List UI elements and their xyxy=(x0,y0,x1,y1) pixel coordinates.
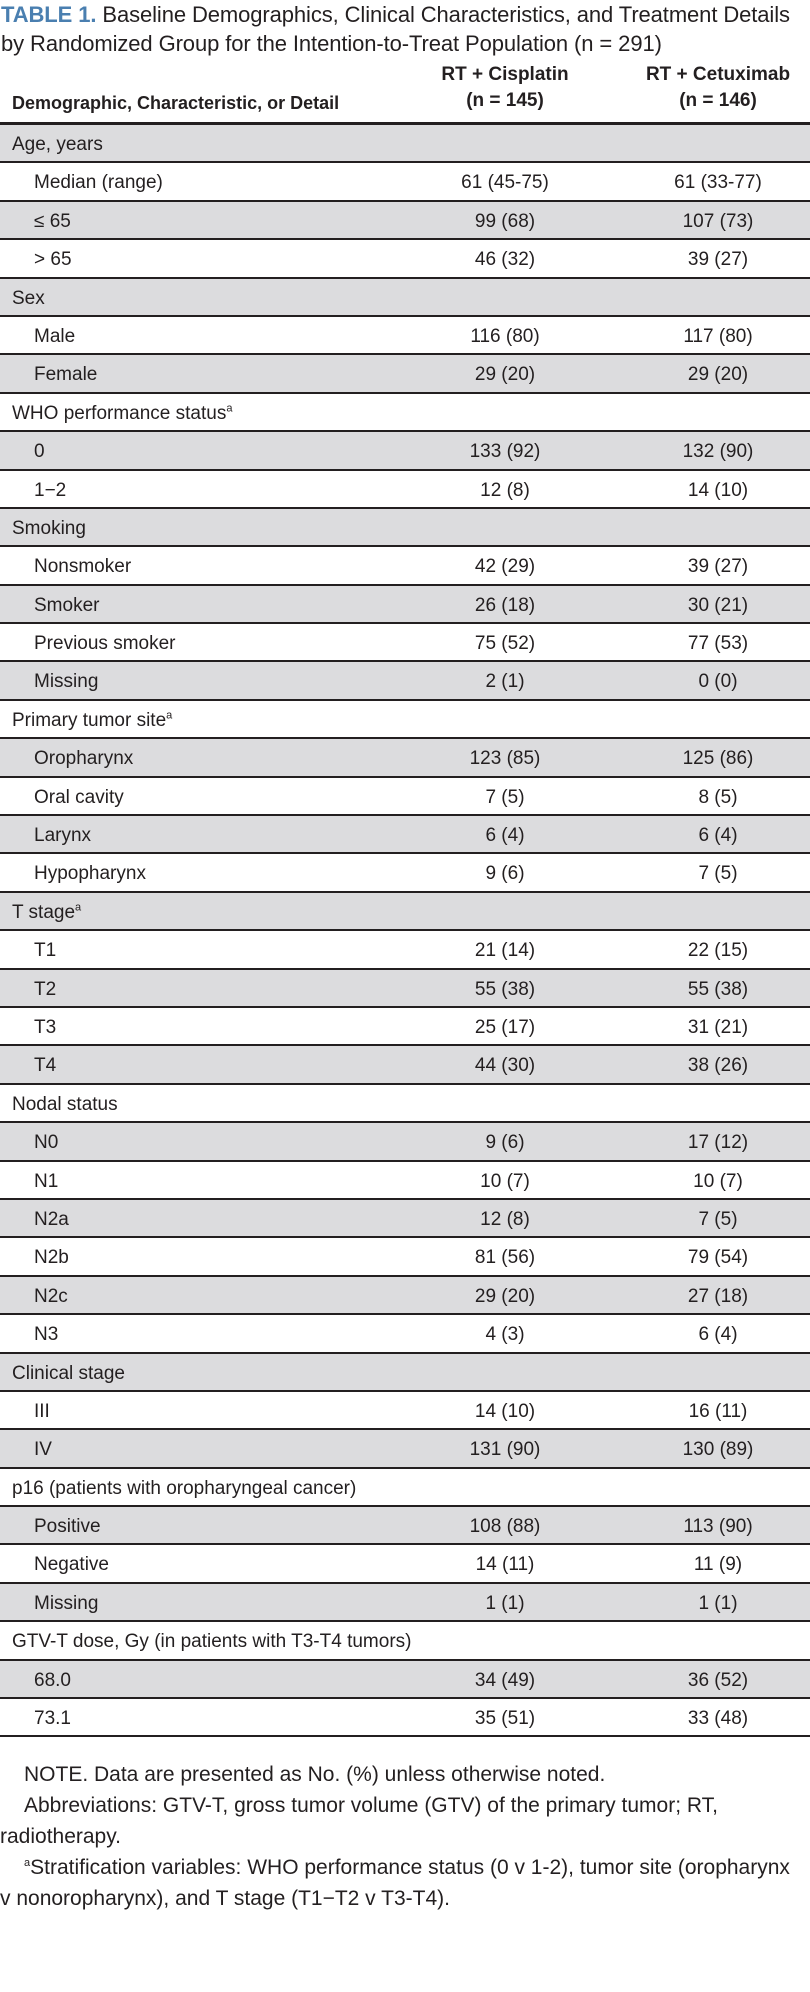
table-row xyxy=(0,1392,810,1430)
cell-cisplatin: 2 (1) xyxy=(485,671,525,693)
cell-cetuximab: 125 (86) xyxy=(682,748,754,770)
cell-cisplatin: 29 (20) xyxy=(474,364,536,386)
row-label: 1−2 xyxy=(34,479,67,501)
cell-cetuximab: 113 (90) xyxy=(683,1516,753,1538)
row-label: 68.0 xyxy=(34,1669,71,1691)
row-label: T1 xyxy=(34,940,57,962)
cell-cetuximab: 6 (4) xyxy=(698,825,738,847)
table-category-row xyxy=(0,394,810,432)
cell-cetuximab: 10 (7) xyxy=(693,1170,743,1192)
cell-cisplatin: 116 (80) xyxy=(470,325,540,347)
table-body xyxy=(0,125,810,1737)
row-label: Hypopharynx xyxy=(34,863,146,885)
cell-cisplatin: 99 (68) xyxy=(474,210,536,232)
table-category-row xyxy=(0,279,810,317)
cell-cisplatin: 26 (18) xyxy=(474,594,536,616)
table-row xyxy=(0,202,810,240)
table-row xyxy=(0,1507,810,1545)
cell-cisplatin: 14 (10) xyxy=(474,1400,536,1422)
cell-cisplatin: 61 (45-75) xyxy=(461,172,549,194)
row-label: 0 xyxy=(34,441,45,463)
cell-cetuximab: 39 (27) xyxy=(687,249,749,271)
table-category-row xyxy=(0,1469,810,1507)
row-label: Oropharynx xyxy=(34,748,134,770)
row-label: Age, years xyxy=(12,134,103,155)
row-label: Smoker xyxy=(34,594,100,616)
table-category-row xyxy=(0,1622,810,1660)
header-col-cetuximab xyxy=(633,62,803,114)
cell-cisplatin: 29 (20) xyxy=(474,1285,536,1307)
table-row xyxy=(0,739,810,777)
row-label: T stage$^a$ xyxy=(12,901,82,923)
row-label: IV xyxy=(34,1439,52,1461)
row-label: Missing xyxy=(34,671,99,693)
table-row xyxy=(0,1200,810,1238)
footnote-note: NOTE. Data are presented as No. (%) unless otherwise noted. xyxy=(24,1763,606,1787)
table-category-row xyxy=(0,893,810,931)
row-label: > 65 xyxy=(34,249,72,271)
header-cetuximab-n: (n = 146) xyxy=(679,90,757,111)
header-col-cisplatin xyxy=(420,62,590,114)
cell-cisplatin: 133 (92) xyxy=(469,441,541,463)
header-cisplatin-n: (n = 145) xyxy=(466,90,544,111)
table-row xyxy=(0,1162,810,1200)
cell-cisplatin: 34 (49) xyxy=(474,1669,536,1691)
table-row xyxy=(0,1545,810,1583)
row-label: Oral cavity xyxy=(34,786,124,808)
table-row xyxy=(0,1661,810,1699)
row-label: Positive xyxy=(34,1516,101,1538)
table-row xyxy=(0,355,810,393)
cell-cisplatin: 75 (52) xyxy=(474,633,536,655)
cell-cisplatin: 42 (29) xyxy=(474,556,536,578)
row-label: Larynx xyxy=(34,825,92,847)
cell-cisplatin: 35 (51) xyxy=(474,1708,536,1730)
table-row xyxy=(0,317,810,355)
row-label: Primary tumor site$^a$ xyxy=(12,709,173,731)
cell-cisplatin: 131 (90) xyxy=(469,1439,541,1461)
row-label: Median (range) xyxy=(34,172,163,194)
row-footnote-marker: a xyxy=(226,402,233,415)
cell-cetuximab: 77 (53) xyxy=(687,633,749,655)
row-label: N0 xyxy=(34,1132,59,1154)
table-row xyxy=(0,1430,810,1468)
row-label: Male xyxy=(34,325,76,347)
row-label: p16 (patients with oropharyngeal cancer) xyxy=(12,1477,357,1499)
row-label: 73.1 xyxy=(34,1708,71,1730)
row-label: WHO performance status$^a$ xyxy=(12,402,233,424)
cell-cetuximab: 11 (9) xyxy=(693,1554,743,1576)
cell-cetuximab: 0 (0) xyxy=(698,671,738,693)
table-row xyxy=(0,970,810,1008)
row-label: N2a xyxy=(34,1208,69,1230)
cell-cetuximab: 36 (52) xyxy=(687,1669,749,1691)
table-row xyxy=(0,240,810,278)
header-cetuximab-arm: RT + Cetuximab xyxy=(645,64,791,85)
row-label: GTV-T dose, Gy (in patients with T3-T4 tumors) xyxy=(12,1631,412,1653)
row-label: Previous smoker xyxy=(34,633,176,655)
row-footnote-marker: a xyxy=(166,709,173,722)
cell-cisplatin: 7 (5) xyxy=(485,786,525,808)
table-category-row xyxy=(0,509,810,547)
table-row xyxy=(0,547,810,585)
header-cisplatin-arm: RT + Cisplatin xyxy=(441,64,569,85)
row-label: ≤ 65 xyxy=(34,210,71,232)
cell-cisplatin: 21 (14) xyxy=(474,940,536,962)
row-label: III xyxy=(34,1400,50,1422)
row-label: T3 xyxy=(34,1016,57,1038)
row-label: N2c xyxy=(34,1285,68,1307)
table-row xyxy=(0,624,810,662)
cell-cetuximab: 22 (15) xyxy=(687,940,749,962)
row-label: Clinical stage xyxy=(12,1362,125,1384)
table-row xyxy=(0,1277,810,1315)
cell-cetuximab: 30 (21) xyxy=(687,594,749,616)
cell-cisplatin: 10 (7) xyxy=(480,1170,530,1192)
table-category-row xyxy=(0,701,810,739)
cell-cetuximab: 79 (54) xyxy=(687,1247,749,1269)
table-row xyxy=(0,1008,810,1046)
row-label: T2 xyxy=(34,978,57,1000)
cell-cisplatin: 9 (6) xyxy=(485,863,525,885)
cell-cisplatin: 25 (17) xyxy=(474,1016,536,1038)
row-label: Missing xyxy=(34,1592,99,1614)
row-label: Nonsmoker xyxy=(34,556,132,578)
footnote-marker: a xyxy=(24,1857,31,1870)
cell-cisplatin: 1 (1) xyxy=(485,1592,525,1614)
table-caption xyxy=(0,0,810,58)
table-title: Baseline Demographics, Clinical Characteristics, and Treatment Details by Randomized Group for the Intention-to-Treat Population (n = 291) xyxy=(1,2,790,56)
cell-cetuximab: 29 (20) xyxy=(687,364,749,386)
table-header xyxy=(0,58,810,125)
cell-cetuximab: 38 (26) xyxy=(687,1055,749,1077)
table-row xyxy=(0,471,810,509)
table-row xyxy=(0,1123,810,1161)
row-label: Female xyxy=(34,364,98,386)
footnote-stratification-text: Stratification variables: WHO performance status (0 v 1-2), tumor site (oropharynx v nonoropharynx), and T stage (T1−T2 v T3-T4). xyxy=(0,1856,790,1911)
cell-cisplatin: 12 (8) xyxy=(480,479,530,501)
header-col-characteristic: Demographic, Characteristic, or Detail xyxy=(12,93,340,113)
table-row xyxy=(0,778,810,816)
cell-cetuximab: 31 (21) xyxy=(687,1016,749,1038)
cell-cisplatin: 108 (88) xyxy=(469,1516,541,1538)
cell-cisplatin: 9 (6) xyxy=(485,1132,525,1154)
table-row xyxy=(0,662,810,700)
cell-cetuximab: 61 (33-77) xyxy=(674,172,762,194)
cell-cetuximab: 33 (48) xyxy=(687,1708,749,1730)
table-row xyxy=(0,1046,810,1084)
cell-cisplatin: 46 (32) xyxy=(474,249,536,271)
cell-cetuximab: 130 (89) xyxy=(682,1439,754,1461)
cell-cetuximab: 27 (18) xyxy=(687,1285,749,1307)
cell-cisplatin: 4 (3) xyxy=(485,1324,525,1346)
cell-cetuximab: 17 (12) xyxy=(687,1132,749,1154)
cell-cetuximab: 7 (5) xyxy=(698,1208,738,1230)
cell-cisplatin: 123 (85) xyxy=(469,748,541,770)
cell-cetuximab: 55 (38) xyxy=(687,978,749,1000)
table-category-row xyxy=(0,125,810,163)
table-row xyxy=(0,1315,810,1353)
cell-cetuximab: 16 (11) xyxy=(688,1400,748,1422)
cell-cetuximab: 1 (1) xyxy=(698,1592,738,1614)
table-footnotes xyxy=(0,1759,810,1914)
cell-cisplatin: 81 (56) xyxy=(474,1247,536,1269)
table-row xyxy=(0,854,810,892)
table-row xyxy=(0,1584,810,1622)
table-row xyxy=(0,432,810,470)
table-row xyxy=(0,1238,810,1276)
cell-cisplatin: 14 (11) xyxy=(475,1554,535,1576)
row-label: Nodal status xyxy=(12,1093,118,1115)
table-row xyxy=(0,586,810,624)
cell-cetuximab: 107 (73) xyxy=(682,210,754,232)
cell-cetuximab: 6 (4) xyxy=(698,1324,738,1346)
row-label: N3 xyxy=(34,1324,59,1346)
cell-cetuximab: 8 (5) xyxy=(698,786,738,808)
table-row xyxy=(0,163,810,201)
row-label: Negative xyxy=(34,1554,109,1576)
row-label: Smoking xyxy=(12,517,86,539)
row-footnote-marker: a xyxy=(75,901,82,914)
table-row xyxy=(0,816,810,854)
cell-cetuximab: 39 (27) xyxy=(687,556,749,578)
table-row xyxy=(0,931,810,969)
table-category-row xyxy=(0,1085,810,1123)
row-label: N1 xyxy=(34,1170,59,1192)
footnote-stratification xyxy=(0,1852,804,1914)
cell-cisplatin: 44 (30) xyxy=(474,1055,536,1077)
row-label: T4 xyxy=(34,1055,57,1077)
cell-cisplatin: 55 (38) xyxy=(474,978,536,1000)
table-row xyxy=(0,1699,810,1737)
cell-cetuximab: 7 (5) xyxy=(698,863,738,885)
table-category-row xyxy=(0,1354,810,1392)
row-label: Sex xyxy=(12,287,45,309)
table-label: TABLE 1. xyxy=(1,2,97,27)
cell-cetuximab: 132 (90) xyxy=(682,441,754,463)
row-label: N2b xyxy=(34,1247,69,1269)
cell-cetuximab: 117 (80) xyxy=(683,325,753,347)
footnote-abbreviations: Abbreviations: GTV-T, gross tumor volume (GTV) of the primary tumor; RT, radiotherapy. xyxy=(0,1794,718,1849)
cell-cisplatin: 6 (4) xyxy=(485,825,525,847)
cell-cetuximab: 14 (10) xyxy=(687,479,749,501)
cell-cisplatin: 12 (8) xyxy=(480,1208,530,1230)
